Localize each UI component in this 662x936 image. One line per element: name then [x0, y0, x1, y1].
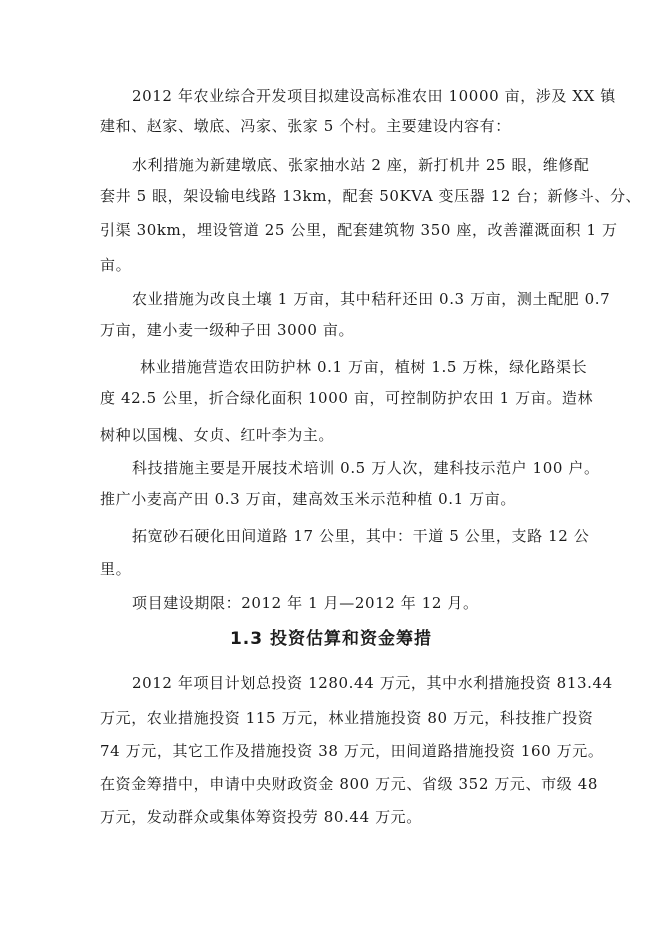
section-heading: 1.3 投资估算和资金筹措: [229, 629, 433, 649]
text-line: 树种以国槐、女贞、红叶李为主。: [100, 426, 335, 444]
text-line: 水利措施为新建墩底、张家抽水站 2 座，新打机井 25 眼，维修配: [132, 156, 590, 174]
text-line: 万亩，建小麦一级种子田 3000 亩。: [100, 321, 355, 339]
text-line: 拓宽砂石硬化田间道路 17 公里，其中：干道 5 公里，支路 12 公: [132, 527, 590, 545]
text-line: 套井 5 眼，架设输电线路 13km，配套 50KVA 变压器 12 台；新修斗、分、: [100, 187, 642, 205]
text-line: 建和、赵家、墩底、冯家、张家 5 个村。主要建设内容有：: [100, 117, 511, 135]
text-line: 引渠 30km，埋设管道 25 公里，配套建筑物 350 座，改善灌溉面积 1 万: [100, 221, 618, 239]
text-line: 林业措施营造农田防护林 0.1 万亩，植树 1.5 万株，绿化路渠长: [140, 358, 588, 376]
text-line: 2012 年项目计划总投资 1280.44 万元，其中水利措施投资 813.44: [132, 674, 613, 692]
text-line: 里。: [100, 560, 132, 578]
text-line: 项目建设期限：2012 年 1 月—2012 年 12 月。: [132, 594, 479, 612]
text-line: 农业措施为改良土壤 1 万亩，其中秸秆还田 0.3 万亩，测土配肥 0.7: [132, 290, 611, 308]
text-line: 万元，农业措施投资 115 万元，林业措施投资 80 万元，科技推广投资: [100, 709, 594, 727]
text-line: 2012 年农业综合开发项目拟建设高标准农田 10000 亩，涉及 XX 镇: [132, 87, 616, 105]
text-line: 74 万元，其它工作及措施投资 38 万元，田间道路措施投资 160 万元。: [100, 742, 604, 760]
text-line: 亩。: [100, 256, 132, 274]
text-line: 在资金筹措中，申请中央财政资金 800 万元、省级 352 万元、市级 48: [100, 775, 598, 793]
text-line: 度 42.5 公里，折合绿化面积 1000 亩，可控制防护农田 1 万亩。造林: [100, 389, 594, 407]
text-line: 万元，发动群众或集体筹资投劳 80.44 万元。: [100, 808, 422, 826]
text-line: 推广小麦高产田 0.3 万亩，建高效玉米示范种植 0.1 万亩。: [100, 490, 516, 508]
text-line: 科技措施主要是开展技术培训 0.5 万人次，建科技示范户 100 户。: [132, 459, 600, 477]
